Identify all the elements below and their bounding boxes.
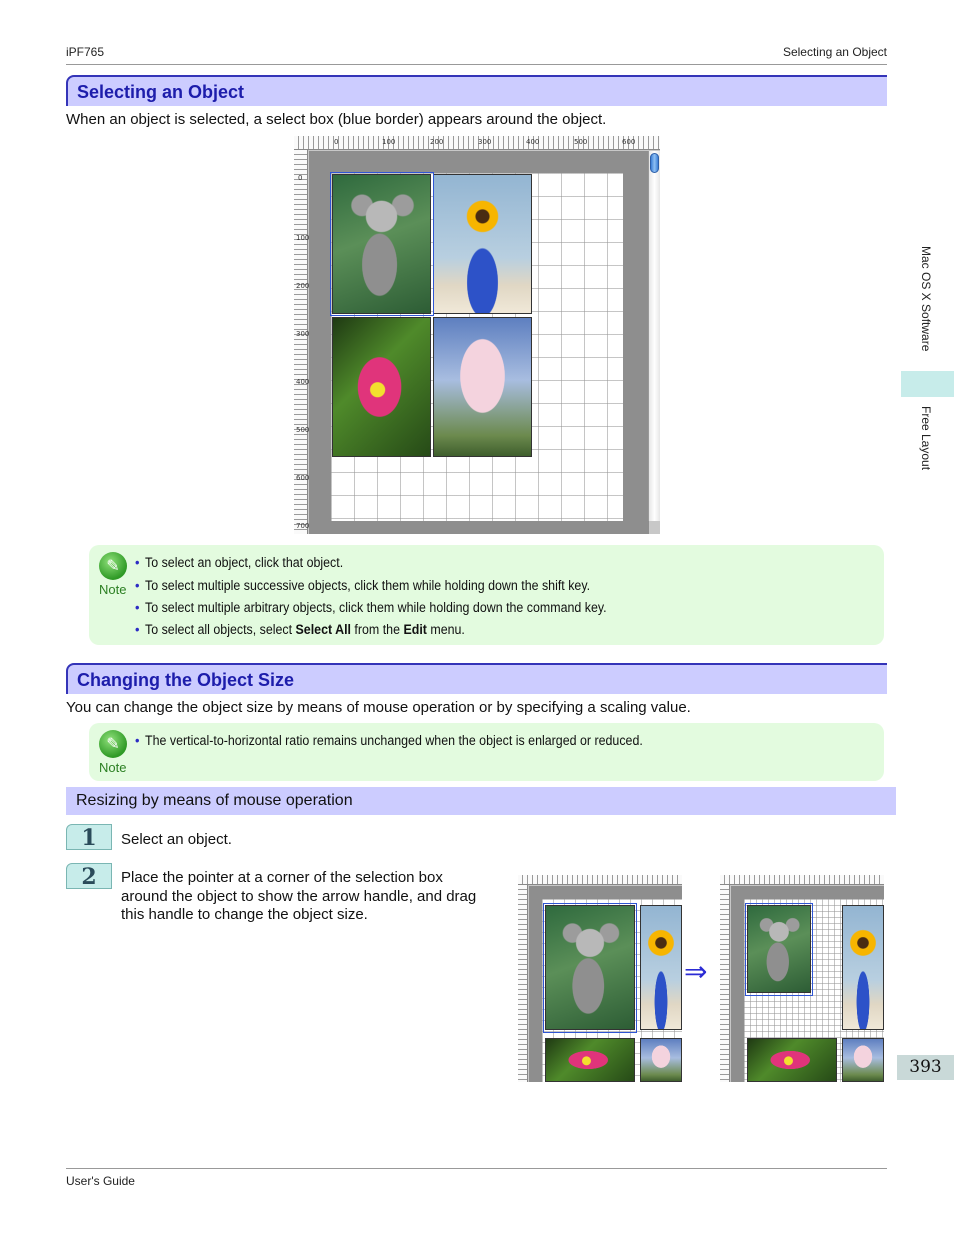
ruler-label: 200: [430, 138, 444, 146]
ruler-label: 500: [574, 138, 588, 146]
note-box-selecting: [89, 545, 884, 645]
sunflower-image[interactable]: [433, 174, 532, 314]
layout-screenshot: [294, 136, 660, 534]
bullet-icon: •: [135, 599, 140, 615]
ruler-label: 600: [622, 138, 636, 146]
bougainvillea-image[interactable]: [332, 317, 431, 457]
ruler-left: [720, 885, 730, 1082]
note-label: Note: [99, 582, 127, 597]
selection-box[interactable]: [330, 172, 434, 316]
ruler-label: 400: [526, 138, 540, 146]
section-intro-selecting: When an object is selected, a select box (blue border) appears around the object.: [66, 111, 607, 128]
note-label: Note: [99, 760, 127, 775]
sunflower-image[interactable]: [640, 905, 682, 1030]
ruler-label: 100: [296, 234, 310, 242]
pencil-check-icon: ✎: [99, 730, 127, 758]
step-text-1: Select an object.: [121, 831, 232, 848]
step-number-1: 1: [66, 824, 112, 850]
note-item: • To select an object, click that object.: [135, 554, 344, 570]
ruler-left: [294, 150, 308, 534]
footer-text: User's Guide: [66, 1174, 135, 1188]
scroll-thumb[interactable]: [650, 153, 659, 173]
page-number: 393: [897, 1055, 954, 1080]
note-item: • To select multiple arbitrary objects, click them while holding down the command key.: [135, 599, 607, 615]
side-label-software: Mac OS X Software: [919, 246, 933, 352]
ruler-label: 500: [296, 426, 310, 434]
footer-rule: [66, 1168, 887, 1169]
vertical-scrollbar[interactable]: [648, 151, 660, 521]
after-resize-screenshot: [720, 875, 884, 1082]
note-item: • To select all objects, select Select All from the Edit menu.: [135, 621, 465, 637]
pencil-check-icon: ✎: [99, 552, 127, 580]
ruler-label: 100: [382, 138, 396, 146]
bougainvillea-image[interactable]: [747, 1038, 837, 1082]
ruler-top: [720, 875, 884, 885]
bougainvillea-image[interactable]: [545, 1038, 635, 1082]
header-product: iPF765: [66, 45, 105, 59]
ruler-label: 600: [296, 474, 310, 482]
section-title-size: Changing the Object Size: [66, 663, 887, 694]
before-resize-screenshot: [518, 875, 682, 1082]
subsection-title: Resizing by means of mouse operation: [66, 787, 896, 815]
ruler-label: 200: [296, 282, 310, 290]
ruler-label: 0: [298, 174, 303, 182]
ruler-label: 300: [296, 330, 310, 338]
selection-box[interactable]: [745, 903, 813, 996]
bullet-icon: •: [135, 554, 140, 570]
step-text-2: Place the pointer at a corner of the selection box around the object to show the arrow handle, and drag this handle to change the object size.: [121, 869, 477, 923]
ruler-label: 0: [334, 138, 339, 146]
step-number-2: 2: [66, 863, 112, 889]
cherry-tree-image[interactable]: [640, 1038, 682, 1082]
section-intro-size: You can change the object size by means of mouse operation or by specifying a scaling value.: [66, 699, 691, 716]
side-tab-marker: [901, 371, 954, 397]
selection-box[interactable]: [543, 903, 637, 1033]
sunflower-image[interactable]: [842, 905, 884, 1030]
bullet-icon: •: [135, 732, 140, 748]
ruler-top: [518, 875, 682, 885]
ruler-label: 300: [478, 138, 492, 146]
header-rule: [66, 64, 887, 65]
note-item: • The vertical-to-horizontal ratio remains unchanged when the object is enlarged or reduced.: [135, 732, 643, 748]
arrow-icon: ⇒: [684, 955, 708, 988]
header-section: Selecting an Object: [782, 45, 887, 59]
side-label-chapter: Free Layout: [919, 406, 933, 471]
ruler-left: [518, 885, 528, 1082]
bullet-icon: •: [135, 621, 140, 637]
ruler-label: 700: [296, 522, 310, 530]
ruler-label: 400: [296, 378, 310, 386]
ruler-top: [294, 136, 660, 150]
section-title-selecting: Selecting an Object: [66, 75, 887, 106]
cherry-tree-image[interactable]: [433, 317, 532, 457]
cherry-tree-image[interactable]: [842, 1038, 884, 1082]
note-box-size: [89, 723, 884, 781]
bullet-icon: •: [135, 577, 140, 593]
note-item: • To select multiple successive objects, click them while holding down the shift key.: [135, 577, 591, 593]
